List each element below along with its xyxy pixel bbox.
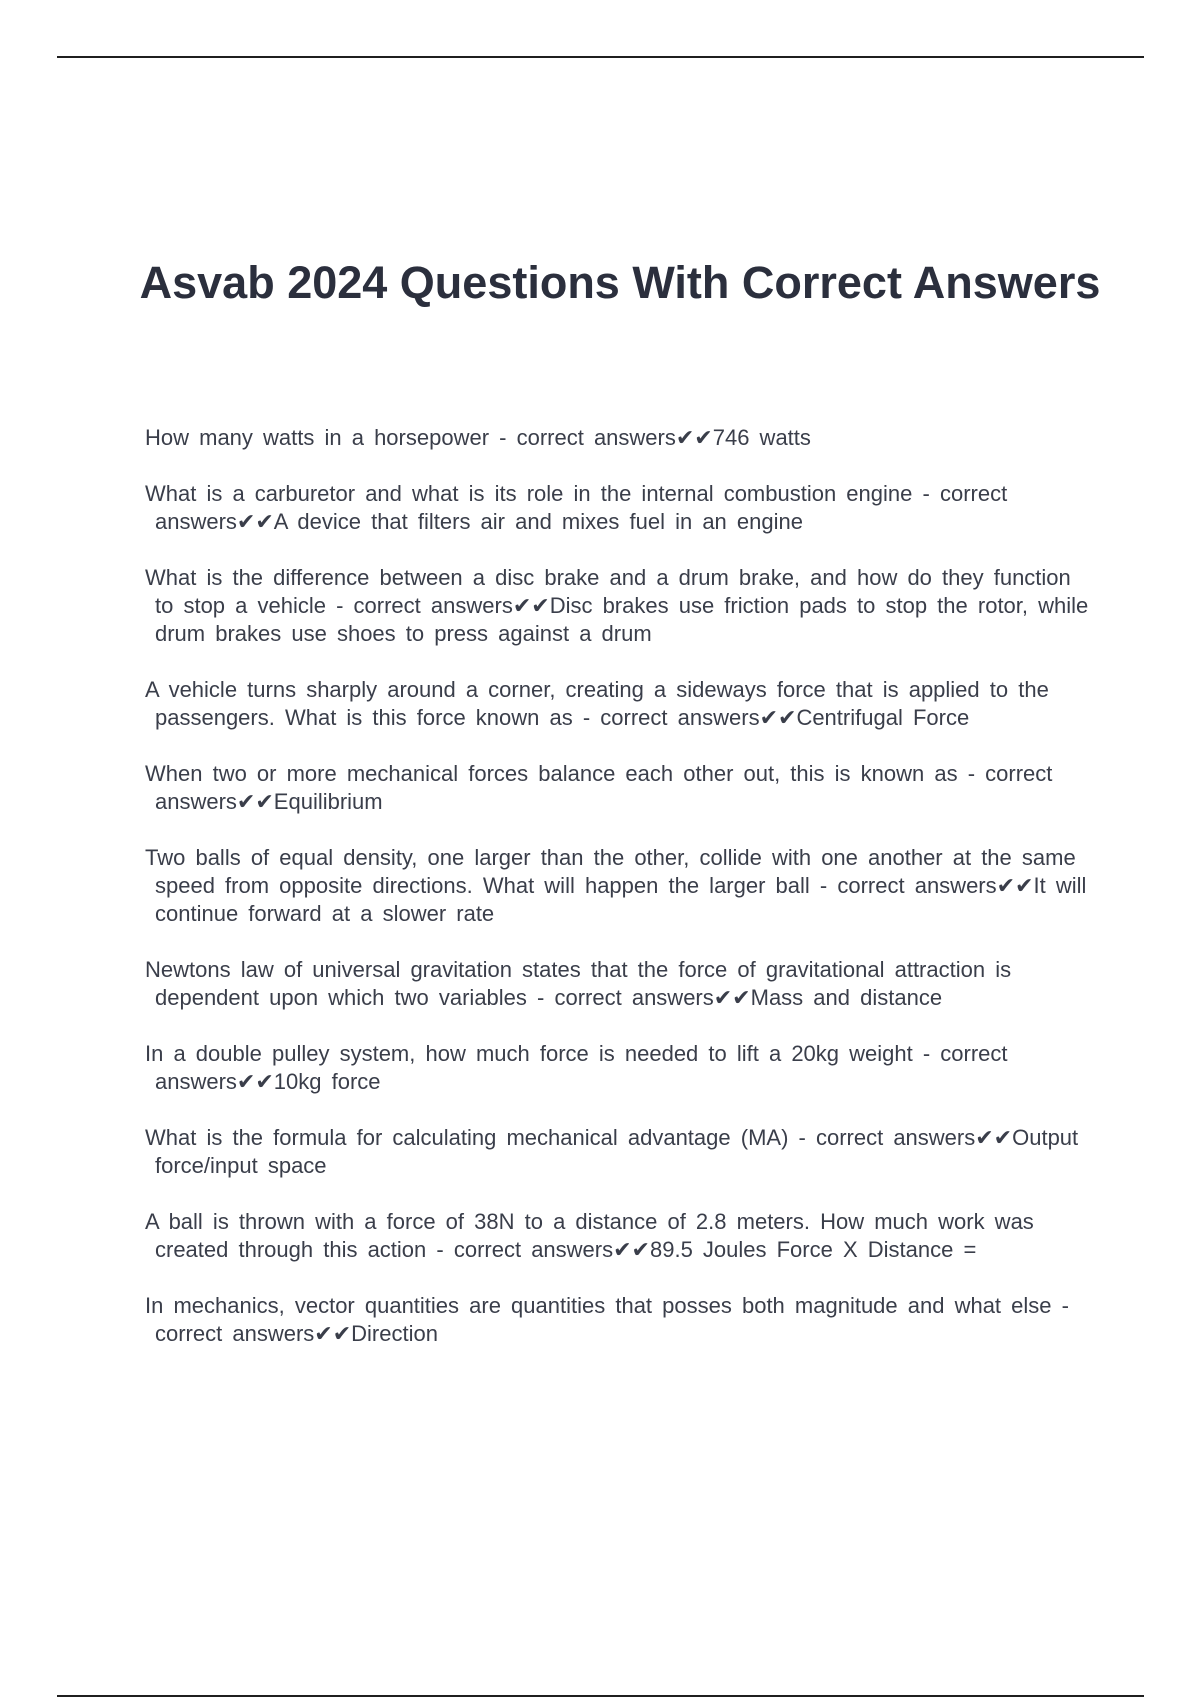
- page-title: Asvab 2024 Questions With Correct Answers: [139, 257, 1101, 308]
- answer-text: Mass and distance: [750, 985, 943, 1010]
- list-item: [145, 956, 1090, 1012]
- answer-text: Equilibrium: [273, 789, 383, 814]
- answer-marker: - correct answers✔✔: [537, 985, 751, 1010]
- answer-text: Disc brakes use friction pads to stop the rotor, while drum brakes use shoes to press against a drum: [155, 593, 1089, 646]
- answer-marker: - correct answers✔✔: [155, 481, 1008, 534]
- list-item: [145, 480, 1090, 536]
- question-text: In a double pulley system, how much force is needed to lift a 20kg weight: [145, 1041, 913, 1066]
- answer-text: 746 watts: [712, 425, 811, 450]
- question-text: How many watts in a horsepower: [145, 425, 490, 450]
- qa-list: [145, 424, 1090, 1376]
- answer-text: Direction: [351, 1321, 438, 1346]
- list-item: [145, 1040, 1090, 1096]
- list-item: [145, 1292, 1090, 1348]
- question-text: What is the difference between a disc brake and a drum brake, and how do they function to stop a vehicle: [145, 565, 1071, 618]
- list-item: [145, 424, 1090, 452]
- question-text: A vehicle turns sharply around a corner, creating a sideways force that is applied to the passengers. What is this force known as: [145, 677, 1049, 730]
- answer-marker: - correct answers✔✔: [436, 1237, 650, 1262]
- answer-marker: - correct answers✔✔: [798, 1125, 1013, 1150]
- answer-marker: - correct answers✔✔: [499, 425, 713, 450]
- question-text: Two balls of equal density, one larger than the other, collide with one another at the same speed from opposite directions. What will happen the larger ball: [145, 845, 1076, 898]
- list-item: [145, 760, 1090, 816]
- answer-marker: - correct answers✔✔: [155, 1041, 1008, 1094]
- answer-text: Centrifugal Force: [796, 705, 970, 730]
- answer-marker: - correct answers✔✔: [819, 873, 1034, 898]
- answer-text: Output force/input space: [155, 1125, 1079, 1178]
- answer-text: 10kg force: [273, 1069, 381, 1094]
- answer-marker: - correct answers✔✔: [582, 705, 797, 730]
- top-rule: [57, 56, 1144, 58]
- question-text: Newtons law of universal gravitation states that the force of gravitational attraction is dependent upon which two variables: [145, 957, 1012, 1010]
- question-text: When two or more mechanical forces balance each other out, this is known as: [145, 761, 958, 786]
- answer-marker: - correct answers✔✔: [336, 593, 550, 618]
- question-text: A ball is thrown with a force of 38N to a distance of 2.8 meters. How much work was created through this action: [145, 1209, 1034, 1262]
- question-text: What is the formula for calculating mechanical advantage (MA): [145, 1125, 789, 1150]
- answer-text: 89.5 Joules Force X Distance =: [649, 1237, 977, 1262]
- answer-text: It will continue forward at a slower rate: [155, 873, 1087, 926]
- list-item: [145, 564, 1090, 648]
- question-text: What is a carburetor and what is its role in the internal combustion engine: [145, 481, 913, 506]
- answer-marker: - correct answers✔✔: [155, 1293, 1069, 1346]
- list-item: [145, 1208, 1090, 1264]
- list-item: [145, 844, 1090, 928]
- list-item: [145, 676, 1090, 732]
- answer-text: A device that filters air and mixes fuel in an engine: [273, 509, 803, 534]
- bottom-rule: [57, 1695, 1144, 1697]
- question-text: In mechanics, vector quantities are quantities that posses both magnitude and what else: [145, 1293, 1052, 1318]
- answer-marker: - correct answers✔✔: [155, 761, 1053, 814]
- list-item: [145, 1124, 1090, 1180]
